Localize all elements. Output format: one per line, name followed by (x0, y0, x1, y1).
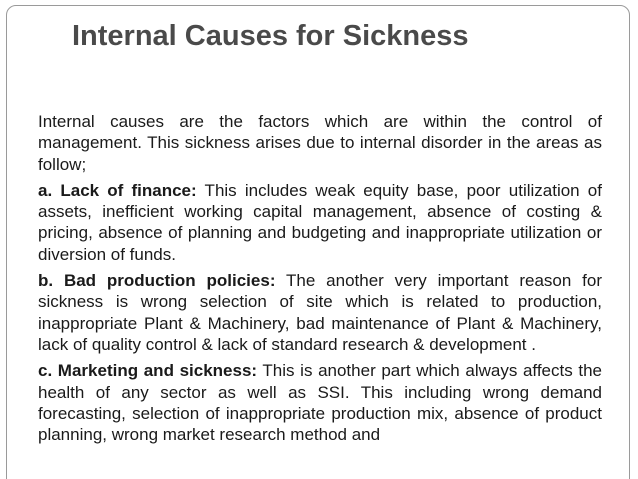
item-text: This includes weak equity base, poor utilization of assets, inefficient working capital management, absence of costing & pricing, absence of planning and budgeting and inappropriate utilization or diversion of funds. (38, 180, 602, 264)
list-item-lack-of-finance (38, 176, 602, 266)
list-item-marketing-and-sickness (38, 356, 602, 446)
intro-paragraph: Internal causes are the factors which are within the control of management. This sickness arises due to internal disorder in the areas as follow; (38, 112, 602, 174)
list-item-bad-production-policies (38, 266, 602, 356)
slide-body (38, 110, 602, 446)
item-heading: c. Marketing and sickness: (38, 361, 258, 381)
item-heading: b. Bad production policies: (38, 271, 276, 291)
item-heading: a. Lack of finance: (38, 180, 197, 200)
item-text: This is another part which always affects the health of any sector as well as SSI. This including wrong demand forecasting, selection of inappropriate production mix, absence of product planning, wrong market research method and (38, 361, 602, 445)
item-text: The another very important reason for sickness is wrong selection of site which is related to production, inappropriate Plant & Machinery, bad maintenance of Plant & Machinery, lack of quality control & lack of standard research & development . (38, 271, 602, 354)
slide-title: Internal Causes for Sickness (72, 20, 469, 52)
